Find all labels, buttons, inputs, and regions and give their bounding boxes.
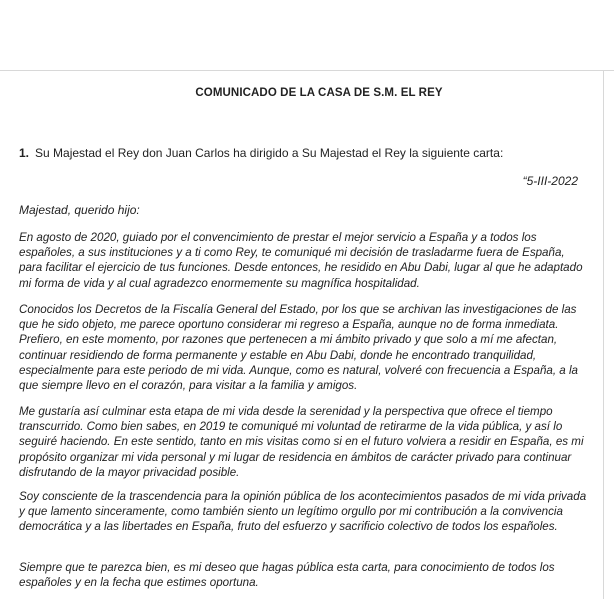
letter-paragraph: Conocidos los Decretos de la Fiscalía General del Estado, por los que se archivan las investigaciones de las que he sido objeto, me parece oportuno considerar mi regreso a España, aunque no de forma inmediata. Prefiero, en este momento, por razones que pertenecen a mi ámbito privado y que solo a mí me afectan, continuar residiendo de forma permanente y estable en Abu Dabi, donde he encontrado tranquilidad, especialmente para este periodo de mi vida. Aunque, como es natural, volveré con frecuencia a España, a la que siempre llevo en el corazón, para visitar a la familia y amigos. [19, 303, 578, 393]
item-number: 1. [19, 146, 30, 160]
header-divider [0, 70, 614, 71]
letter-salutation: Majestad, querido hijo: [19, 203, 140, 217]
numbered-item [19, 146, 503, 160]
page-edge-divider [603, 70, 604, 599]
letter-paragraph: En agosto de 2020, guiado por el convencimiento de prestar el mejor servicio a España y a todos los españoles, a sus instituciones y a ti como Rey, te comuniqué mi decisión de trasladarme fuera de España, para facilitar el ejercicio de tus funciones. Desde entonces, he residido en Abu Dabi, lugar al que he adaptado mi forma de vida y al cual agradezco enormemente su magnífica hospitalidad. [19, 231, 583, 290]
letter-paragraph: Me gustaría así culminar esta etapa de mi vida desde la serenidad y la perspectiva que ofrece el tiempo transcurrido. Como bien sabes, en 2019 te comuniqué mi voluntad de retirarme de la vida pública, y así lo seguiré haciendo. En este sentido, tanto en mis visitas como si en el futuro volviera a residir en España, es mi propósito organizar mi vida personal y mi lugar de residencia en ámbitos de carácter privado para continuar disfrutando de la mayor privacidad posible. [19, 405, 584, 479]
letter-paragraph: Siempre que te parezca bien, es mi deseo que hagas pública esta carta, para conocimiento de todos los españoles y en la fecha que estimes oportuna. [19, 561, 555, 590]
letter-date: “5-III-2022 [522, 174, 578, 188]
letter-paragraph: Soy consciente de la trascendencia para la opinión pública de los acontecimientos pasados de mi vida privada y que lamento sinceramente, como también siento un legítimo orgullo por mi contribución a la convivencia democrática y a las libertades en España, fruto del esfuerzo y sacrificio colectivo de todos los españoles. [19, 490, 587, 534]
document-title: COMUNICADO DE LA CASA DE S.M. EL REY [195, 87, 443, 99]
item-text: Su Majestad el Rey don Juan Carlos ha dirigido a Su Majestad el Rey la siguiente carta: [35, 146, 504, 160]
